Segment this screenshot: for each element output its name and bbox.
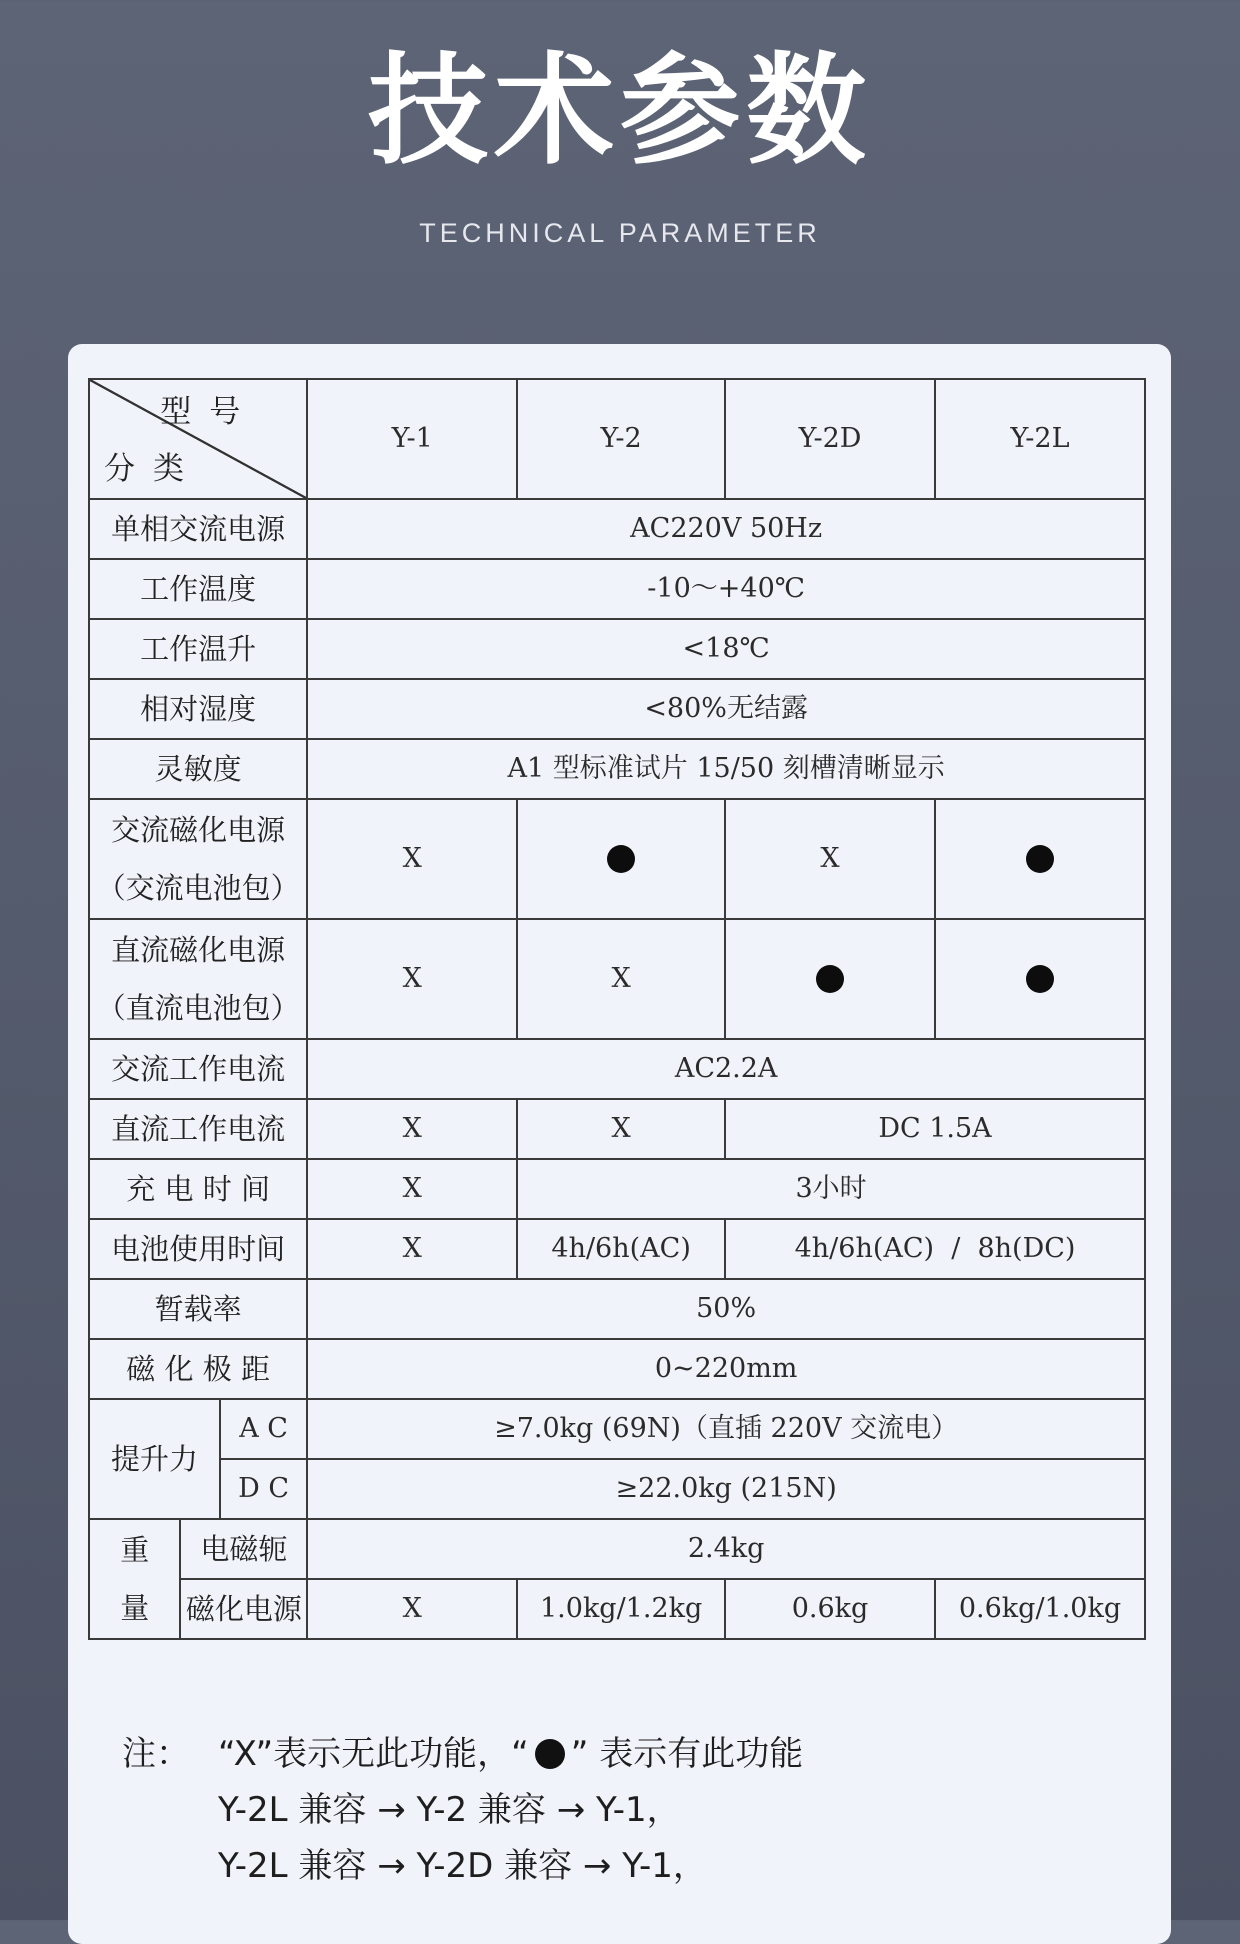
- row-label: [89, 799, 307, 919]
- row-value: <80%无结露: [307, 679, 1145, 739]
- table-row: [89, 1519, 1145, 1579]
- row-label-line2: （直流电池包）: [96, 991, 300, 1025]
- row-value: 50%: [307, 1279, 1145, 1339]
- table-row: [89, 799, 1145, 919]
- table-row: [89, 619, 1145, 679]
- cell-y2: [517, 799, 725, 919]
- row-label: 工作温升: [89, 619, 307, 679]
- table-row: [89, 1039, 1145, 1099]
- cell-y2: X: [517, 1099, 725, 1159]
- row-value: AC220V 50Hz: [307, 499, 1145, 559]
- note-block: [122, 1726, 1122, 1894]
- row-value: A1 型标准试片 15/50 刻槽清晰显示: [307, 739, 1145, 799]
- table-row: [89, 1459, 1145, 1519]
- cell-y1: X: [307, 919, 517, 1039]
- cell-y2: 4h/6h(AC): [517, 1219, 725, 1279]
- model-header-y2l: Y-2L: [935, 379, 1145, 499]
- table-row: [89, 1099, 1145, 1159]
- cell-y2: X: [517, 919, 725, 1039]
- lift-ac-label: A C: [220, 1399, 307, 1459]
- row-label-line1: 直流磁化电源: [111, 933, 286, 967]
- yoke-label: 电磁轭: [180, 1519, 307, 1579]
- row-label: 交流工作电流: [89, 1039, 307, 1099]
- model-header-y2d: Y-2D: [725, 379, 935, 499]
- note-dot-meaning: 表示有此功能: [588, 1734, 804, 1774]
- table-row: [89, 1279, 1145, 1339]
- cell-y2: 1.0kg/1.2kg: [517, 1579, 725, 1639]
- cell-y1: X: [307, 1219, 517, 1279]
- row-label: 磁 化 极 距: [89, 1339, 307, 1399]
- table-row: [89, 1579, 1145, 1639]
- page-subtitle: TECHNICAL PARAMETER: [419, 218, 821, 248]
- cell-y2d-y2l: 4h/6h(AC) / 8h(DC): [725, 1219, 1145, 1279]
- cell-y1: X: [307, 1579, 517, 1639]
- weight-label-char1: 重: [120, 1533, 150, 1567]
- cell-y1: X: [307, 1099, 517, 1159]
- note-x-meaning: “X”表示无此功能，: [218, 1734, 512, 1774]
- cell-y2d-y2l: DC 1.5A: [725, 1099, 1145, 1159]
- row-value: AC2.2A: [307, 1039, 1145, 1099]
- note-lead: 注：: [122, 1734, 190, 1774]
- lift-dc-value: ≥22.0kg (215N): [307, 1459, 1145, 1519]
- corner-model-label: 型号: [160, 394, 259, 430]
- yoke-value: 2.4kg: [307, 1519, 1145, 1579]
- row-value: -10～+40℃: [307, 559, 1145, 619]
- model-header-y1: Y-1: [307, 379, 517, 499]
- available-dot-icon: [816, 965, 844, 993]
- cell-others: 3小时: [517, 1159, 1145, 1219]
- row-label: [89, 919, 307, 1039]
- row-label: 工作温度: [89, 559, 307, 619]
- row-label: 直流工作电流: [89, 1099, 307, 1159]
- cell-y2d: 0.6kg: [725, 1579, 935, 1639]
- lift-ac-value: ≥7.0kg (69N)（直插 220V 交流电）: [307, 1399, 1145, 1459]
- lift-label: 提升力: [89, 1399, 220, 1519]
- note-quote-open: “: [511, 1734, 529, 1774]
- cell-y1: X: [307, 1159, 517, 1219]
- available-dot-icon: [1026, 965, 1054, 993]
- row-label: 暂载率: [89, 1279, 307, 1339]
- note-line2: Y-2L 兼容 → Y-2 兼容 → Y-1，: [218, 1790, 681, 1830]
- spec-table: [88, 378, 1146, 1640]
- row-value: <18℃: [307, 619, 1145, 679]
- available-dot-icon: [607, 845, 635, 873]
- row-label: 灵敏度: [89, 739, 307, 799]
- cell-y2l: [935, 799, 1145, 919]
- weight-label: [89, 1519, 180, 1639]
- cell-y1: X: [307, 799, 517, 919]
- row-label: 充 电 时 间: [89, 1159, 307, 1219]
- table-row: [89, 499, 1145, 559]
- model-header-y2: Y-2: [517, 379, 725, 499]
- cell-y2l: [935, 919, 1145, 1039]
- row-label: 相对湿度: [89, 679, 307, 739]
- table-row: [89, 1399, 1145, 1459]
- row-label: 单相交流电源: [89, 499, 307, 559]
- note-quote-close: ”: [570, 1734, 589, 1774]
- row-label-line2: （交流电池包）: [96, 871, 300, 905]
- table-row: [89, 679, 1145, 739]
- note-line3: Y-2L 兼容 → Y-2D 兼容 → Y-1，: [218, 1846, 707, 1886]
- corner-category-label: 分类: [104, 450, 202, 487]
- note-line1: [218, 1726, 803, 1782]
- table-row: [89, 1219, 1145, 1279]
- table-header-row: [89, 379, 1145, 499]
- row-value: 0~220mm: [307, 1339, 1145, 1399]
- cell-y2l: 0.6kg/1.0kg: [935, 1579, 1145, 1639]
- available-dot-icon: [1026, 845, 1054, 873]
- table-row: [89, 1159, 1145, 1219]
- table-row: [89, 739, 1145, 799]
- table-row: [89, 919, 1145, 1039]
- row-label: 电池使用时间: [89, 1219, 307, 1279]
- available-dot-icon: [535, 1739, 565, 1769]
- supply-label: 磁化电源: [180, 1579, 307, 1639]
- row-label-line1: 交流磁化电源: [111, 813, 286, 847]
- page-title: 技术参数: [368, 42, 872, 181]
- cell-y2d: [725, 919, 935, 1039]
- weight-label-char2: 量: [120, 1591, 150, 1625]
- cell-y2d: X: [725, 799, 935, 919]
- corner-cell: [89, 379, 307, 499]
- table-row: [89, 1339, 1145, 1399]
- table-row: [89, 559, 1145, 619]
- lift-dc-label: D C: [220, 1459, 307, 1519]
